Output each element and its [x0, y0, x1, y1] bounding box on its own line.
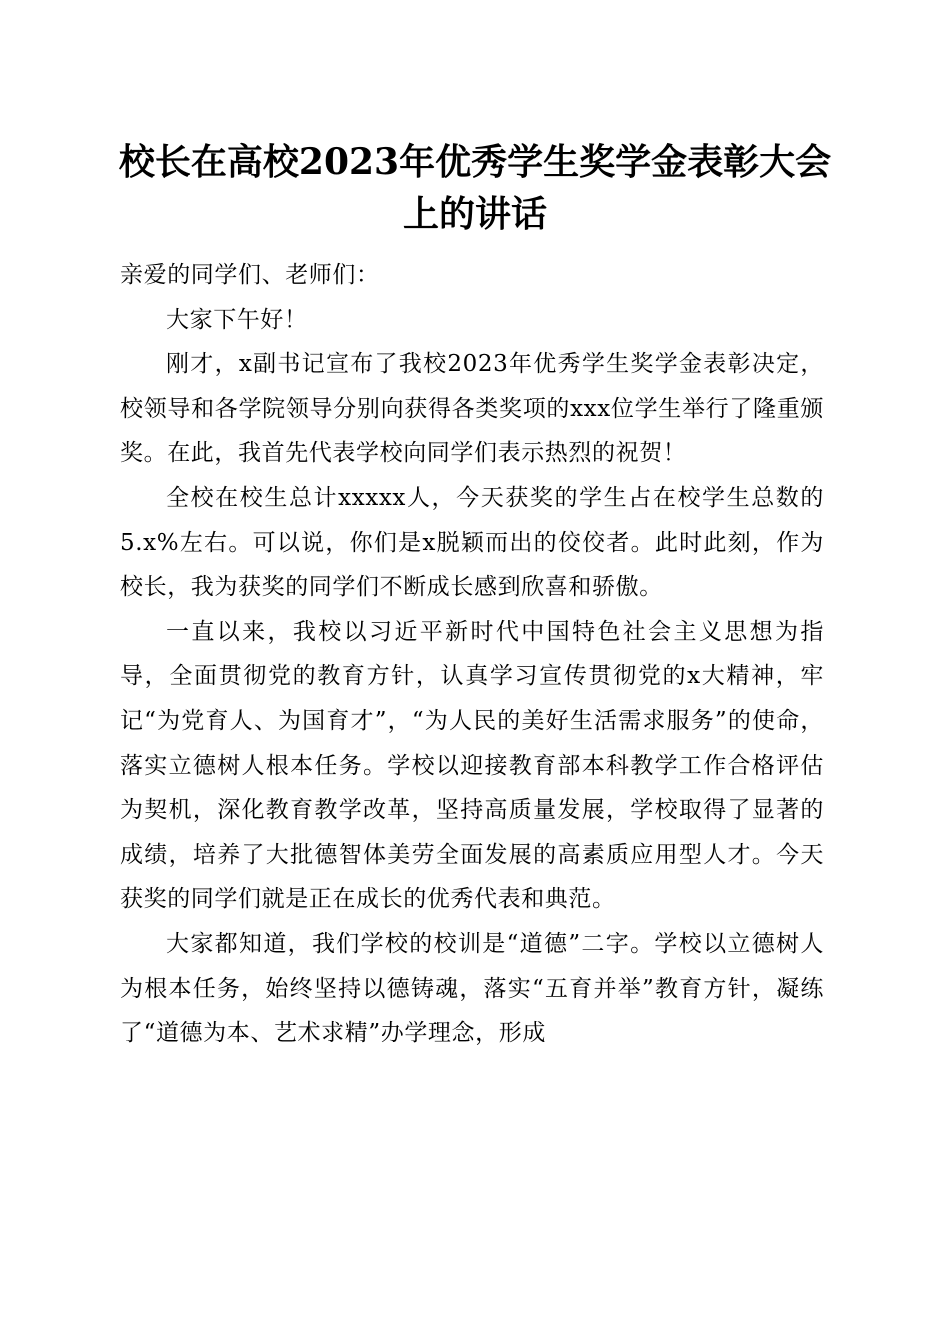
- paragraph-announcement: 刚才，x副书记宣布了我校2023年优秀学生奖学金表彰决定，校领导和各学院领导分别向获得各类奖项的xxx位学生举行了隆重颁奖。在此，我首先代表学校向同学们表示热烈的祝贺！: [120, 351, 824, 467]
- paragraph-achievements: 一直以来，我校以习近平新时代中国特色社会主义思想为指导，全面贯彻党的教育方针，认真学习宣传贯彻党的x大精神，牢记“为党育人、为国育才”，“为人民的美好生活需求服务”的使命，落实立德树人根本任务。学校以迎接教育部本科教学工作合格评估为契机，深化教育教学改革，坚持高质量发展，学校取得了显著的成绩，培养了大批德智体美劳全面发展的高素质应用型人才。今天获奖的同学们就是正在成长的优秀代表和典范。: [120, 618, 824, 913]
- paragraph-school-motto: 大家都知道，我们学校的校训是“道德”二字。学校以立德树人为根本任务，始终坚持以德铸魂，落实“五育并举”教育方针，凝练了“道德为本、艺术求精”办学理念，形成: [120, 930, 824, 1047]
- paragraph-statistics: 全校在校生总计xxxxx人，今天获奖的学生占在校学生总数的5.x%左右。可以说，你们是x脱颖而出的佼佼者。此时此刻，作为校长，我为获奖的同学们不断成长感到欣喜和骄傲。: [120, 484, 824, 601]
- document-body: [120, 253, 824, 1056]
- title-line-2: 上的讲话: [402, 193, 547, 235]
- title-line-1: 校长在高校2023年优秀学生奖学金表彰大会: [118, 141, 832, 183]
- document-title: [100, 136, 850, 240]
- salutation: 亲爱的同学们、老师们：: [120, 262, 380, 288]
- paragraph-greeting: 大家下午好！: [166, 306, 308, 333]
